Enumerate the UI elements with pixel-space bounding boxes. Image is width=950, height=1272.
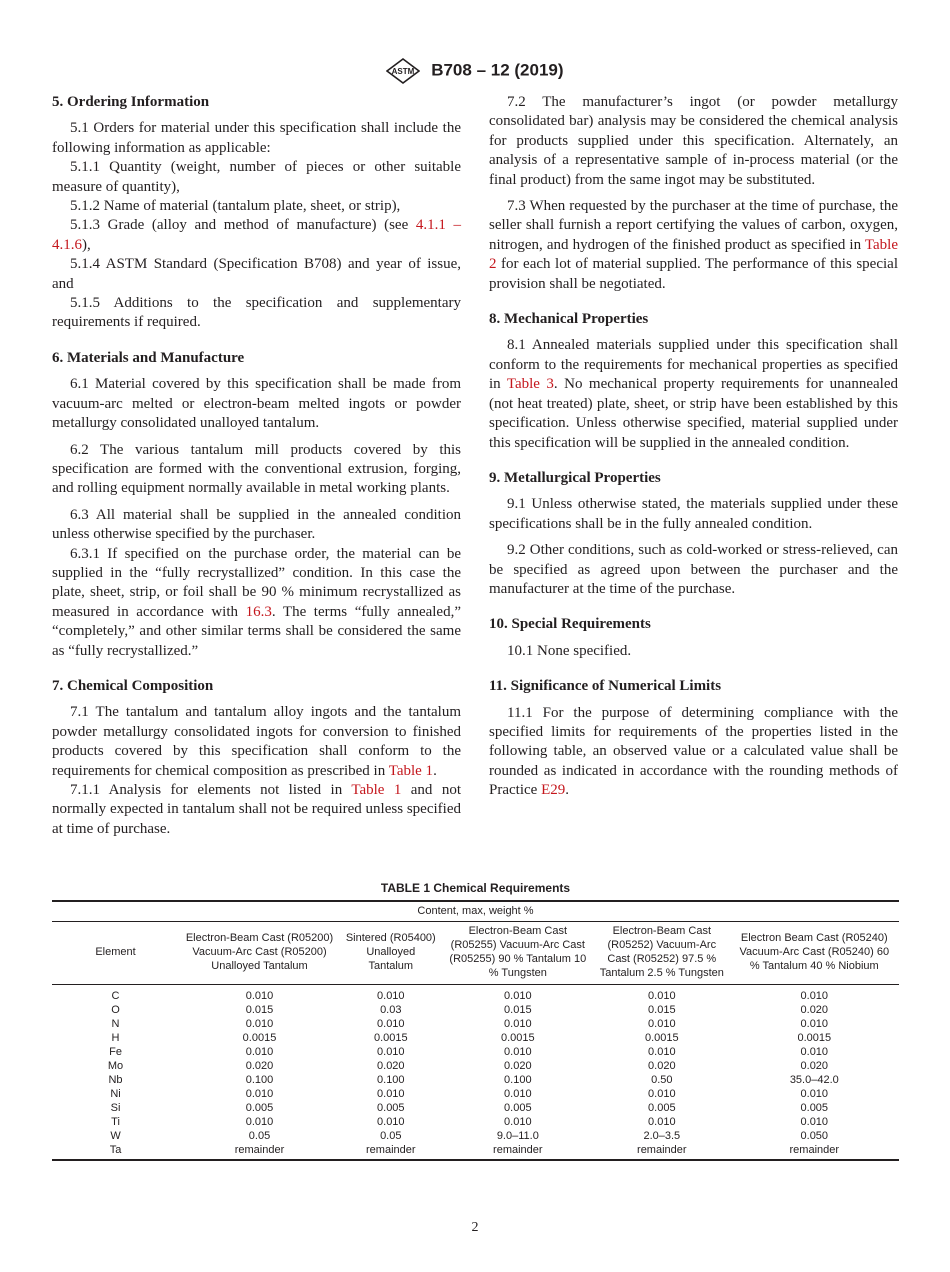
value-cell: 0.010 — [504, 1018, 532, 1030]
paragraph — [52, 441, 461, 499]
column-header: Electron Beam Cast (R05240) Vacuum-Arc Cast (R05240) 60 % Tantalum 40 % Niobium — [730, 922, 899, 985]
value-cell: 0.020 — [800, 1004, 829, 1016]
paragraph-text: 5.1.5 Additions to the specification and supplementary requirements if required. — [52, 295, 461, 331]
value-cell: 0.010 — [377, 1018, 405, 1030]
value-cell: 35.0–42.0 — [789, 1074, 839, 1086]
value-cell: remainder — [789, 1144, 840, 1156]
paragraph-text: 6.1 Material covered by this specification shall be made from vacuum-arc melted or electron-beam melted ingots or powder metallurgy consolidated unalloyed tantalum. — [52, 376, 461, 432]
value-cell: 0.010 — [800, 1046, 829, 1058]
value-cell: 0.100 — [504, 1074, 532, 1086]
value-cell: 0.020 — [245, 1060, 274, 1072]
paragraph — [489, 541, 898, 599]
value-cell: 0.010 — [504, 1088, 532, 1100]
element-cell: N — [111, 1018, 120, 1030]
value-cell: 0.005 — [504, 1102, 532, 1114]
cross-reference-link[interactable]: E29 — [541, 782, 566, 799]
cross-reference-link[interactable]: Table 2 — [489, 236, 898, 273]
table-row — [52, 985, 899, 1004]
table-row — [52, 1059, 899, 1073]
value-cell: 0.010 — [245, 990, 274, 1002]
table-row — [52, 1073, 899, 1087]
section-heading: 7. Chemical Composition — [52, 677, 214, 694]
section-heading: 9. Metallurgical Properties — [489, 469, 661, 486]
table-row — [52, 1101, 899, 1115]
paragraph-text: 5.1.3 Grade (alloy and method of manufacture) (see — [70, 217, 416, 234]
element-cell: Nb — [108, 1074, 123, 1086]
paragraph-text: 7.1 The tantalum and tantalum alloy ingots and the tantalum powder metallurgy consolidated ingots for conversion to finished products covered by this specification shall conform to the requirements for chemical composition as prescribed in — [52, 704, 461, 779]
element-cell: Mo — [107, 1060, 124, 1072]
paragraph-text: 9.1 Unless otherwise stated, the materials supplied under these specifications shall be in the fully annealed condition. — [489, 496, 898, 532]
column-header: Element — [52, 922, 179, 985]
svg-text:ASTM: ASTM — [392, 67, 415, 76]
value-cell: 0.010 — [504, 990, 532, 1002]
paragraph-text: and not normally expected in tantalum shall not be required unless specified at time of purchase. — [52, 782, 461, 837]
value-cell: 2.0–3.5 — [643, 1130, 681, 1142]
value-cell: 0.005 — [648, 1102, 676, 1114]
page-header — [0, 58, 950, 84]
column-header: Electron-Beam Cast (R05255) Vacuum-Arc Cast (R05255) 90 % Tantalum 10 % Tungsten — [442, 922, 594, 985]
value-cell: 0.0015 — [373, 1032, 408, 1044]
element-cell: Ti — [111, 1116, 120, 1128]
value-cell: 0.020 — [800, 1060, 829, 1072]
value-cell: 0.010 — [648, 1046, 676, 1058]
section-heading: 10. Special Requirements — [489, 616, 651, 633]
paragraph — [52, 375, 461, 433]
element-cell: Ta — [109, 1144, 122, 1156]
column-header: Electron-Beam Cast (R05200) Vacuum-Arc Cast (R05200) Unalloyed Tantalum — [179, 922, 340, 985]
value-cell: 0.03 — [380, 1004, 402, 1016]
value-cell: 0.010 — [504, 1116, 532, 1128]
paragraph-text: ), — [82, 236, 91, 253]
value-cell: 0.020 — [648, 1060, 676, 1072]
value-cell: 0.010 — [648, 1088, 676, 1100]
value-cell: 0.010 — [377, 1046, 405, 1058]
cross-reference-link[interactable]: Table 1 — [351, 782, 402, 798]
value-cell: 0.010 — [504, 1046, 532, 1058]
value-cell: remainder — [637, 1144, 687, 1156]
value-cell: 0.010 — [245, 1046, 274, 1058]
paragraph — [52, 294, 461, 333]
value-cell: 0.0015 — [500, 1032, 535, 1044]
value-cell: 0.020 — [504, 1060, 532, 1072]
paragraph-text: 6.3 All material shall be supplied in the annealed condition unless otherwise specified by the purchaser. — [52, 506, 461, 543]
value-cell: 0.010 — [800, 1088, 829, 1100]
value-cell: 0.005 — [800, 1102, 829, 1114]
value-cell: 0.010 — [800, 990, 829, 1002]
value-cell: 0.0015 — [242, 1032, 277, 1044]
paragraph — [489, 197, 898, 294]
section-heading: 5. Ordering Information — [52, 94, 210, 110]
paragraph — [52, 158, 461, 197]
right-column — [489, 93, 898, 801]
value-cell: 0.010 — [245, 1018, 274, 1030]
element-cell: W — [110, 1130, 121, 1142]
paragraph — [489, 336, 898, 452]
table-row — [52, 1045, 899, 1059]
paragraph — [489, 495, 898, 534]
value-cell: 0.010 — [648, 990, 676, 1002]
paragraph-text: 8.1 Annealed materials supplied under this specification shall conform to the requirements for mechanical properties as specified in — [489, 337, 898, 393]
value-cell: 0.010 — [377, 1116, 405, 1128]
value-cell: 0.015 — [648, 1004, 676, 1016]
value-cell: 0.010 — [800, 1116, 829, 1128]
value-cell: remainder — [234, 1144, 285, 1156]
chemical-requirements-table — [52, 881, 899, 1161]
value-cell: 0.0015 — [644, 1032, 679, 1044]
cross-reference-link[interactable]: Table 3 — [506, 376, 554, 393]
value-cell: 0.010 — [245, 1088, 274, 1100]
paragraph — [52, 216, 461, 255]
paragraph-text: 7.3 When requested by the purchaser at the time of purchase, the seller shall furnish a report certifying the values of carbon, oxygen, nitrogen, and hydrogen of the finished product as specified in — [489, 198, 898, 253]
table-row — [52, 1115, 899, 1129]
value-cell: 0.015 — [245, 1004, 274, 1016]
value-cell: 0.100 — [245, 1074, 274, 1086]
paragraph-text: . No mechanical property requirements for unannealed (not heat treated) plate, sheet, or strip have been established by this specification. Unless otherwise specified, material supplied under this specification will be supplied in the annealed condition. — [489, 376, 898, 451]
value-cell: 0.015 — [504, 1004, 532, 1016]
value-cell: 0.05 — [248, 1130, 271, 1142]
paragraph-text: 5.1 Orders for material under this specification shall include the following information as applicable: — [52, 120, 461, 156]
paragraph — [489, 704, 898, 801]
value-cell: 0.010 — [648, 1018, 676, 1030]
value-cell: 0.010 — [245, 1116, 274, 1128]
table-row — [52, 1129, 899, 1143]
value-cell: 0.005 — [377, 1102, 405, 1114]
paragraph-text: 9.2 Other conditions, such as cold-worked or stress-relieved, can be specified as agreed upon between the purchaser and the manufacturer at the time of the purchase. — [489, 542, 898, 597]
table-row — [52, 1031, 899, 1045]
paragraph-text: 7.2 The manufacturer’s ingot (or powder metallurgy consolidated bar) analysis may be considered the chemical analysis for products supplied under this specification. Alternately, an analysis of a representative sample of in-process material (or the final product) from the same ingot may be substituted. — [489, 94, 898, 188]
value-cell: 0.05 — [380, 1130, 402, 1142]
paragraph — [52, 119, 461, 158]
value-cell: 0.005 — [245, 1102, 274, 1114]
value-cell: remainder — [493, 1144, 543, 1156]
section-heading: 6. Materials and Manufacture — [52, 349, 245, 366]
cross-reference-link[interactable]: 16.3 — [245, 603, 272, 620]
value-cell: 0.010 — [377, 990, 405, 1002]
paragraph — [52, 545, 461, 661]
table-caption: Content, max, weight % — [52, 901, 899, 922]
value-cell: 9.0–11.0 — [496, 1130, 539, 1142]
paragraph — [52, 506, 461, 545]
table-title: TABLE 1 Chemical Requirements — [380, 881, 571, 895]
paragraph-text: 10.1 None specified. — [507, 642, 632, 659]
table-row — [52, 1003, 899, 1017]
astm-logo-icon — [386, 58, 420, 84]
paragraph — [52, 255, 461, 294]
paragraph — [52, 197, 461, 216]
designation: B708 – 12 (2019) — [431, 60, 564, 80]
page-number: 2 — [471, 1220, 479, 1235]
paragraph-text: 5.1.4 ASTM Standard (Specification B708) and year of issue, and — [52, 256, 461, 292]
element-cell: Si — [110, 1102, 121, 1114]
element-cell: H — [111, 1032, 120, 1044]
value-cell: 0.100 — [377, 1074, 405, 1086]
table-row — [52, 1087, 899, 1101]
value-cell: 0.50 — [651, 1074, 673, 1086]
column-header: Sintered (R05400) Unalloyed Tantalum — [340, 922, 442, 985]
value-cell: 0.010 — [377, 1088, 405, 1100]
table-row — [52, 1143, 899, 1160]
value-cell: 0.010 — [648, 1116, 676, 1128]
paragraph-text: 11.1 For the purpose of determining compliance with the specified limits for requirements of the properties listed in the following table, an observed value or a calculated value shall be rounded as indicated in accordance with the rounding methods of Practice — [489, 704, 898, 799]
paragraph-text: 6.3.1 If specified on the purchase order, the material can be supplied in the “fully recrystallized” condition. In this case the plate, sheet, strip, or foil shall be 90 % minimum recrystallized as measured in accordance with — [52, 545, 461, 620]
paragraph-text: 5.1.2 Name of material (tantalum plate, sheet, or strip), — [70, 198, 401, 215]
cross-reference-link[interactable]: 4.1.1 – 4.1.6 — [52, 217, 461, 253]
element-cell: Fe — [109, 1046, 122, 1058]
element-cell: C — [111, 990, 120, 1002]
value-cell: 0.0015 — [797, 1032, 832, 1044]
paragraph-text: 6.2 The various tantalum mill products covered by this specification are formed with the conventional extrusion, forging, and rolling equipment normally available in metal working plants. — [52, 441, 461, 497]
section-heading: 8. Mechanical Properties — [489, 311, 649, 328]
paragraph — [52, 781, 461, 839]
section-heading: 11. Significance of Numerical Limits — [489, 678, 722, 695]
value-cell: 0.020 — [377, 1060, 405, 1072]
value-cell: remainder — [366, 1144, 416, 1156]
paragraph-text: for each lot of material supplied. The performance of this special provision shall be negotiated. — [489, 256, 898, 292]
paragraph-text: . The terms “fully annealed,” “completely,” and other similar terms shall be considered the same as “fully recrystallized.” — [52, 603, 461, 659]
table-row — [52, 1017, 899, 1031]
value-cell: 0.050 — [800, 1130, 829, 1142]
paragraph-text: 5.1.1 Quantity (weight, number of pieces or other suitable measure of quantity), — [52, 159, 461, 195]
paragraph — [52, 703, 461, 781]
cross-reference-link[interactable]: Table 1 — [388, 762, 434, 779]
paragraph — [489, 93, 898, 190]
column-header: Electron-Beam Cast (R05252) Vacuum-Arc Cast (R05252) 97.5 % Tantalum 2.5 % Tungsten — [594, 922, 730, 985]
value-cell: 0.010 — [800, 1018, 829, 1030]
paragraph-text: 7.1.1 Analysis for elements not listed in — [70, 782, 352, 798]
left-column — [52, 93, 461, 839]
element-cell: O — [111, 1004, 120, 1016]
paragraph-text: . — [433, 762, 437, 779]
paragraph — [489, 642, 898, 661]
element-cell: Ni — [110, 1088, 121, 1100]
paragraph-text: . — [565, 782, 569, 799]
